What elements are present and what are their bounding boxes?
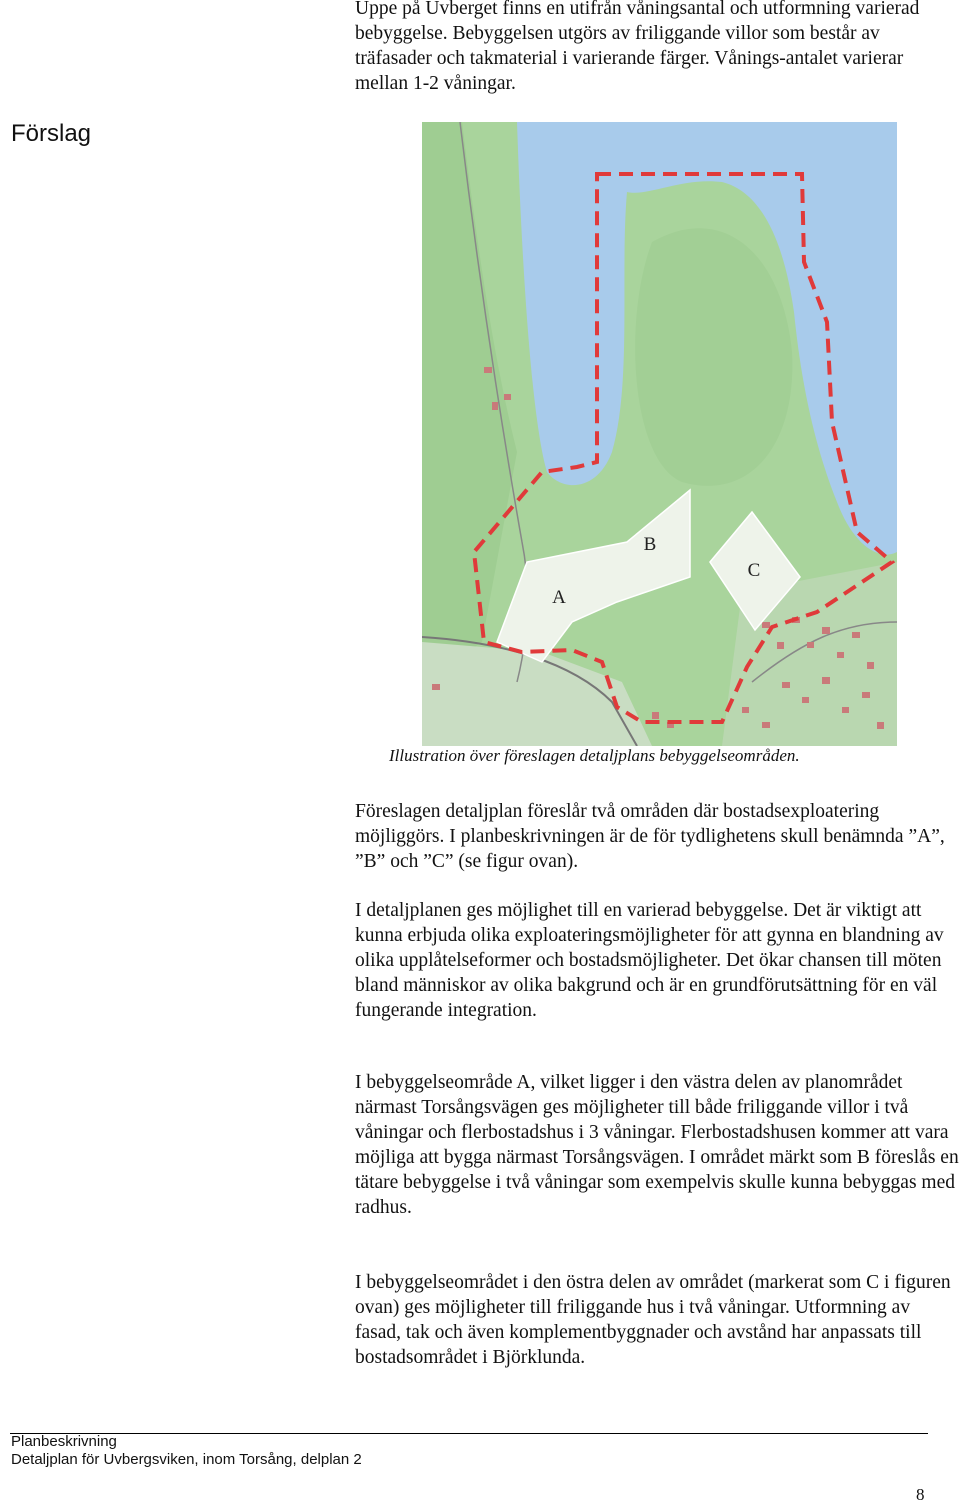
paragraph-2: I detaljplanen ges möjlighet till en varierad bebyggelse. Det är viktigt att kunna erbjuda olika exploateringsmöjligheter för att gynna en blandning av olika upplåtelseformer och bostadsmöjligheter. Det ökar chansen till möten bland människor av olika bakgrund och är en grundförutsättning för en väl fungerande integration. (355, 900, 944, 1021)
map-caption: Illustration över föreslagen detaljplans bebyggelseområden. (389, 746, 800, 765)
label-a: A (552, 587, 566, 608)
paragraph-3: I bebyggelseområde A, vilket ligger i den västra delen av planområdet närmast Torsångsvägen ges möjligheter till både friliggande villor i två våningar och flerbostadshus i 3 våningar. Flerbostadshusen kommer att vara möjliga att bygga närmast Torsångsvägen. I området märkt som B föreslås en tätare bebyggelse i två våningar som exempelvis skulle kunna bebyggas med radhus. (355, 1072, 959, 1218)
label-c: C (747, 560, 761, 581)
page-number: 8 (916, 1485, 925, 1504)
site-map (422, 122, 897, 746)
footer-divider (10, 1433, 928, 1434)
paragraph-1: Föreslagen detaljplan föreslår två områden där bostadsexploatering möjliggörs. I planbeskrivningen är de för tydlighetens skull benämnda ”A”, ”B” och ”C” (se figur ovan). (355, 801, 945, 872)
intro-text: Uppe på Uvberget finns en utifrån våningsantal och utformning varierad bebyggelse. Bebyggelsen utgörs av friliggande villor som består av träfasader och takmaterial i varierande färger. Vånings-antalet varierar mellan 1-2 våningar. (355, 0, 920, 94)
footer-subtitle: Detaljplan för Uvbergsviken, inom Torsång, delplan 2 (11, 1451, 362, 1468)
footer-title: Planbeskrivning (11, 1433, 117, 1450)
label-b: B (643, 534, 657, 555)
section-heading: Förslag (11, 120, 92, 147)
paragraph-4: I bebyggelseområdet i den östra delen av området (markerat som C i figuren ovan) ges möjligheter till friliggande hus i två våningar. Utformning av fasad, tak och även komplementbyggnader och avstånd har anpassats till bostadsområdet i Björklunda. (355, 1272, 951, 1368)
